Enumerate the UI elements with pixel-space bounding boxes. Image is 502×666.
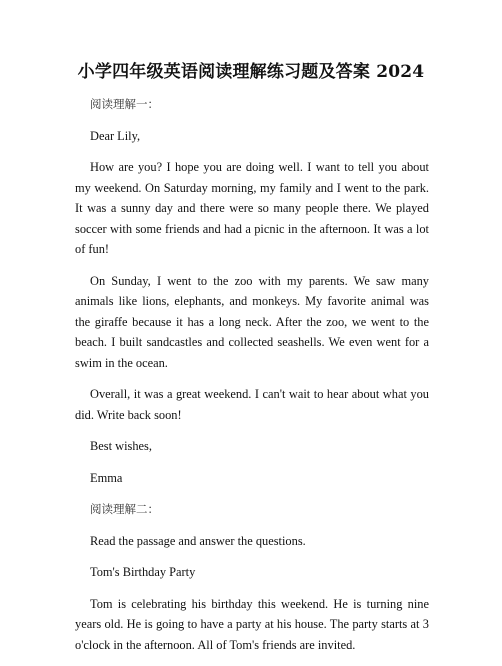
letter-paragraph-3: Overall, it was a great weekend. I can't wait to hear about what you did. Write back soon! xyxy=(75,387,429,422)
letter-closing: Best wishes, xyxy=(90,439,152,453)
instruction-text: Read the passage and answer the questions. xyxy=(90,533,306,548)
section-heading-1: 阅读理解一： xyxy=(90,97,159,111)
document-body xyxy=(75,94,429,666)
section-heading-2: 阅读理解二： xyxy=(90,502,159,516)
letter-paragraph-2: On Sunday, I went to the zoo with my parents. We saw many animals like lions, elephants, and monkeys. My favorite animal was the giraffe because it has a long neck. After the zoo, we went to the beach. I built sandcastles and collected seashells. We even went for a swim in the ocean. xyxy=(75,273,429,370)
letter-salutation: Dear Lily, xyxy=(90,128,141,143)
passage-paragraph-1: Tom is celebrating his birthday this weekend. He is turning nine years old. He is going to have a party at his house. The party starts at 3 o'clock in the afternoon. All of Tom's friends are invited. xyxy=(75,596,429,652)
letter-signature: Emma xyxy=(90,470,123,485)
letter-paragraph-1: How are you? I hope you are doing well. I want to tell you about my weekend. On Saturday morning, my family and I went to the park. It was a sunny day and there were so many people there. We played soccer with some friends and had a picnic in the afternoon. It was a lot of fun! xyxy=(75,160,429,256)
document-title: 小学四年级英语阅读理解练习题及答案 2024 xyxy=(77,62,425,82)
passage-title: Tom's Birthday Party xyxy=(90,565,196,579)
